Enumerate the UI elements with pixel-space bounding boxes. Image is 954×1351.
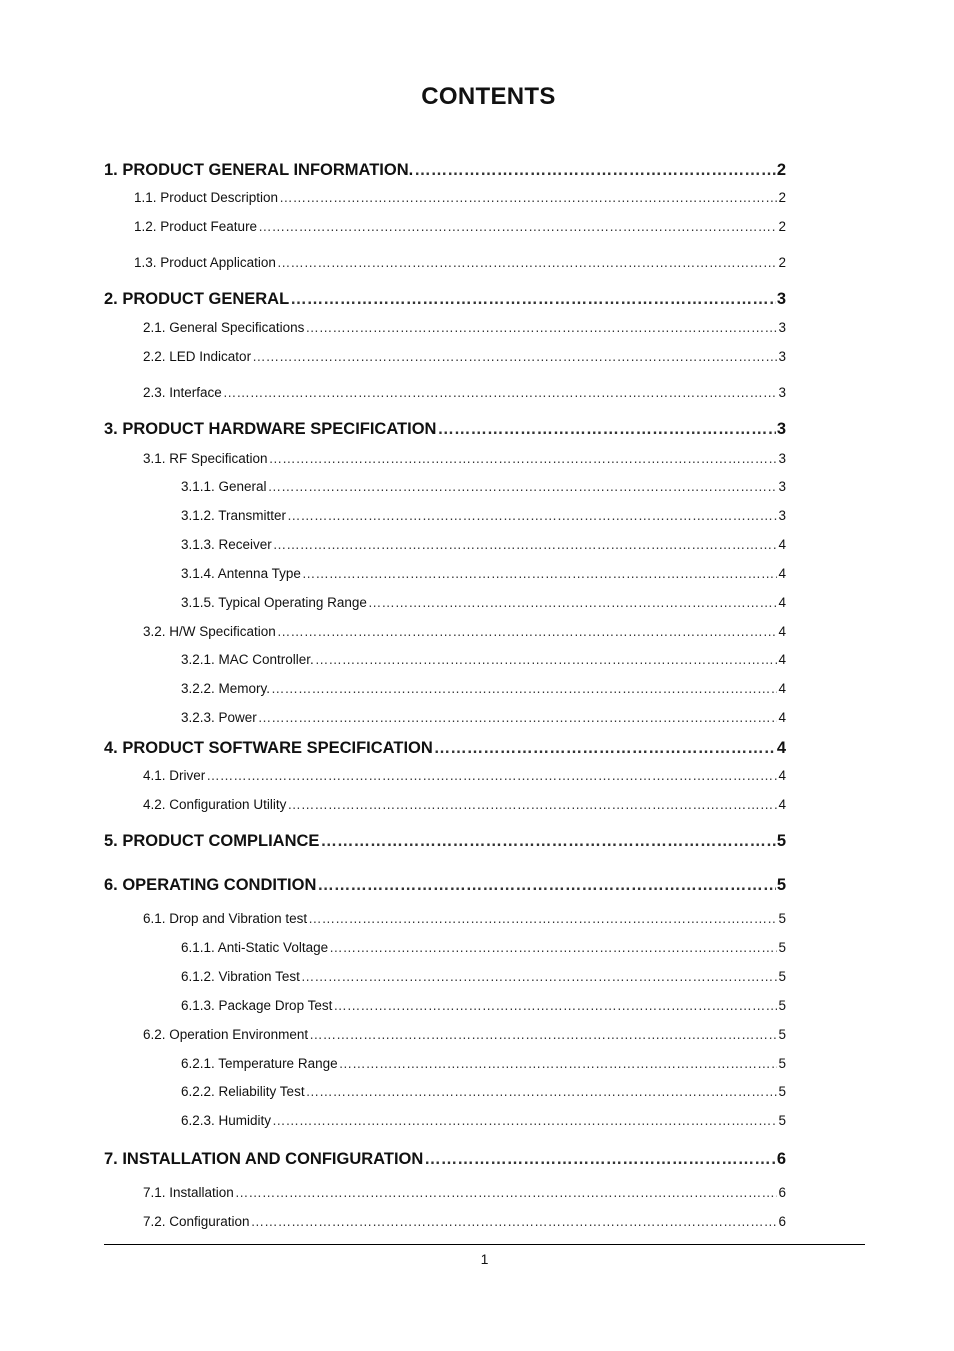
toc-leader-dots (287, 508, 777, 523)
toc-entry-label: 3.2. H/W Specification (143, 624, 276, 639)
toc-leader-dots (290, 290, 776, 309)
toc-entry[interactable] (134, 255, 786, 270)
toc-entry[interactable] (143, 1214, 786, 1229)
toc-leader-dots (206, 768, 777, 783)
toc-entry-label: 6. OPERATING CONDITION (104, 876, 317, 894)
toc-entry-label: 6.2. Operation Environment (143, 1027, 309, 1042)
toc-entry-label: 7. INSTALLATION AND CONFIGURATION (104, 1150, 424, 1168)
toc-entry-label: 2.1. General Specifications (143, 320, 305, 335)
toc-entry-label: 3.2.3. Power (181, 710, 257, 725)
toc-entry-page: 5 (776, 876, 786, 894)
toc-entry-page: 4 (778, 566, 786, 581)
toc-entry[interactable] (181, 710, 786, 725)
toc-entry[interactable] (181, 969, 786, 984)
toc-entry-label: 1.3. Product Application (134, 255, 276, 270)
toc-entry-page: 5 (776, 832, 786, 850)
toc-entry-page: 4 (778, 768, 786, 783)
toc-leader-dots (235, 1185, 778, 1200)
toc-entry[interactable] (143, 797, 786, 812)
toc-entry-label: 6.1.2. Vibration Test (181, 969, 300, 984)
toc-entry[interactable] (181, 595, 786, 610)
toc-leader-dots (306, 1084, 778, 1099)
toc-entry[interactable] (104, 832, 786, 851)
toc-entry[interactable] (104, 876, 786, 895)
toc-entry-page: 5 (778, 1056, 786, 1071)
toc-entry[interactable] (143, 624, 786, 639)
toc-entry-label: 6.2.1. Temperature Range (181, 1056, 338, 1071)
toc-entry-label: 6.2.2. Reliability Test (181, 1084, 305, 1099)
toc-entry[interactable] (143, 1185, 786, 1200)
toc-entry[interactable] (143, 451, 786, 466)
toc-entry[interactable] (143, 385, 786, 400)
toc-entry-label: 6.1.1. Anti-Static Voltage (181, 940, 329, 955)
toc-leader-dots (317, 876, 775, 895)
toc-leader-dots (315, 652, 778, 667)
toc-entry[interactable] (104, 161, 786, 180)
toc-entry[interactable] (134, 190, 786, 205)
toc-entry-page: 5 (778, 969, 786, 984)
toc-entry-label: 1.1. Product Description (134, 190, 279, 205)
toc-entry-label: 7.1. Installation (143, 1185, 234, 1200)
toc-entry-page: 4 (778, 537, 786, 552)
toc-leader-dots (301, 969, 778, 984)
toc-entry[interactable] (181, 940, 786, 955)
toc-leader-dots (277, 624, 778, 639)
footer-rule (104, 1244, 865, 1245)
toc-entry-label: 3.1.1. General (181, 479, 267, 494)
toc-leader-dots (272, 1113, 777, 1128)
toc-entry-label: 3. PRODUCT HARDWARE SPECIFICATION (104, 420, 437, 438)
toc-entry-page: 3 (778, 451, 786, 466)
toc-leader-dots (252, 349, 777, 364)
toc-entry[interactable] (181, 652, 786, 667)
toc-entry[interactable] (104, 290, 786, 309)
toc-entry-page: 3 (776, 290, 786, 308)
toc-leader-dots (329, 940, 777, 955)
toc-entry-page: 4 (778, 710, 786, 725)
toc-entry[interactable] (104, 739, 786, 758)
toc-entry[interactable] (181, 479, 786, 494)
toc-entry-page: 4 (776, 739, 786, 757)
toc-entry-page: 4 (778, 797, 786, 812)
toc-entry-label: 4. PRODUCT SOFTWARE SPECIFICATION (104, 739, 433, 757)
toc-leader-dots (223, 385, 778, 400)
toc-leader-dots (279, 190, 777, 205)
toc-entry[interactable] (143, 768, 786, 783)
toc-entry-page: 2 (778, 255, 786, 270)
toc-leader-dots (424, 1150, 776, 1169)
toc-entry-page: 5 (778, 1113, 786, 1128)
toc-entry-page: 5 (778, 911, 786, 926)
toc-leader-dots (320, 832, 775, 851)
toc-entry-page: 2 (778, 219, 786, 234)
page-number: 1 (480, 1251, 489, 1267)
toc-entry-label: 1.2. Product Feature (134, 219, 258, 234)
toc-entry-page: 6 (776, 1150, 786, 1168)
toc-entry-page: 4 (778, 624, 786, 639)
toc-entry[interactable] (143, 911, 786, 926)
toc-entry[interactable] (181, 1113, 786, 1128)
toc-leader-dots (258, 219, 777, 234)
toc-entry-label: 2.2. LED Indicator (143, 349, 252, 364)
toc-entry-page: 6 (778, 1185, 786, 1200)
toc-leader-dots (437, 420, 775, 439)
toc-leader-dots (277, 255, 778, 270)
toc-entry-page: 3 (778, 508, 786, 523)
toc-entry-page: 5 (778, 998, 786, 1013)
toc-entry-page: 6 (778, 1214, 786, 1229)
toc-entry-page: 5 (778, 1027, 786, 1042)
toc-entry-label: 3.1.3. Receiver (181, 537, 272, 552)
toc-entry-page: 5 (778, 940, 786, 955)
toc-entry[interactable] (181, 681, 786, 696)
toc-entry-label: 1. PRODUCT GENERAL INFORMATION. (104, 161, 414, 179)
toc-entry-label: 4.1. Driver (143, 768, 206, 783)
toc-entry[interactable] (143, 320, 786, 335)
toc-leader-dots (308, 911, 777, 926)
toc-entry[interactable] (104, 420, 786, 439)
toc-entry[interactable] (134, 219, 786, 234)
toc-entry-label: 5. PRODUCT COMPLIANCE (104, 832, 320, 850)
toc-entry-page: 3 (778, 349, 786, 364)
toc-entry-label: 6.1.3. Package Drop Test (181, 998, 333, 1013)
toc-entry-label: 4.2. Configuration Utility (143, 797, 287, 812)
toc-leader-dots (251, 1214, 778, 1229)
toc-entry[interactable] (143, 349, 786, 364)
toc-entry-label: 7.2. Configuration (143, 1214, 250, 1229)
toc-leader-dots (271, 681, 777, 696)
toc-entry[interactable] (181, 1084, 786, 1099)
toc-leader-dots (434, 739, 776, 758)
toc-entry-page: 2 (776, 161, 786, 179)
toc-entry[interactable] (181, 566, 786, 581)
toc-entry-label: 3.2.2. Memory. (181, 681, 271, 696)
toc-entry-page: 2 (778, 190, 786, 205)
toc-leader-dots (258, 710, 778, 725)
toc-entry-page: 3 (778, 320, 786, 335)
toc-entry-page: 3 (778, 385, 786, 400)
toc-leader-dots (368, 595, 778, 610)
toc-entry-label: 3.1. RF Specification (143, 451, 268, 466)
toc-entry-label: 3.1.2. Transmitter (181, 508, 287, 523)
toc-entry-label: 2. PRODUCT GENERAL (104, 290, 290, 308)
toc-entry[interactable] (181, 537, 786, 552)
toc-leader-dots (414, 161, 776, 180)
toc-entry[interactable] (181, 998, 786, 1013)
toc-entry[interactable] (181, 1056, 786, 1071)
toc-leader-dots (305, 320, 777, 335)
toc-entry-page: 4 (778, 652, 786, 667)
toc-entry-label: 6.1. Drop and Vibration test (143, 911, 308, 926)
toc-entry-label: 3.2.1. MAC Controller. (181, 652, 314, 667)
toc-leader-dots (302, 566, 778, 581)
toc-entry-page: 3 (778, 479, 786, 494)
toc-leader-dots (309, 1027, 777, 1042)
toc-entry[interactable] (181, 508, 786, 523)
toc-leader-dots (268, 479, 778, 494)
page-title: CONTENTS (421, 83, 556, 110)
toc-leader-dots (287, 797, 777, 812)
toc-leader-dots (269, 451, 778, 466)
toc-entry[interactable] (143, 1027, 786, 1042)
toc-entry-label: 6.2.3. Humidity (181, 1113, 272, 1128)
toc-leader-dots (273, 537, 778, 552)
toc-entry-label: 2.3. Interface (143, 385, 222, 400)
toc-entry-label: 3.1.5. Typical Operating Range (181, 595, 367, 610)
toc-leader-dots (339, 1056, 778, 1071)
toc-entry-page: 4 (778, 681, 786, 696)
toc-entry-page: 4 (778, 595, 786, 610)
toc-entry-label: 3.1.4. Antenna Type (181, 566, 301, 581)
toc-entry-page: 3 (776, 420, 786, 438)
toc-entry[interactable] (104, 1150, 786, 1169)
toc-leader-dots (333, 998, 777, 1013)
toc-entry-page: 5 (778, 1084, 786, 1099)
